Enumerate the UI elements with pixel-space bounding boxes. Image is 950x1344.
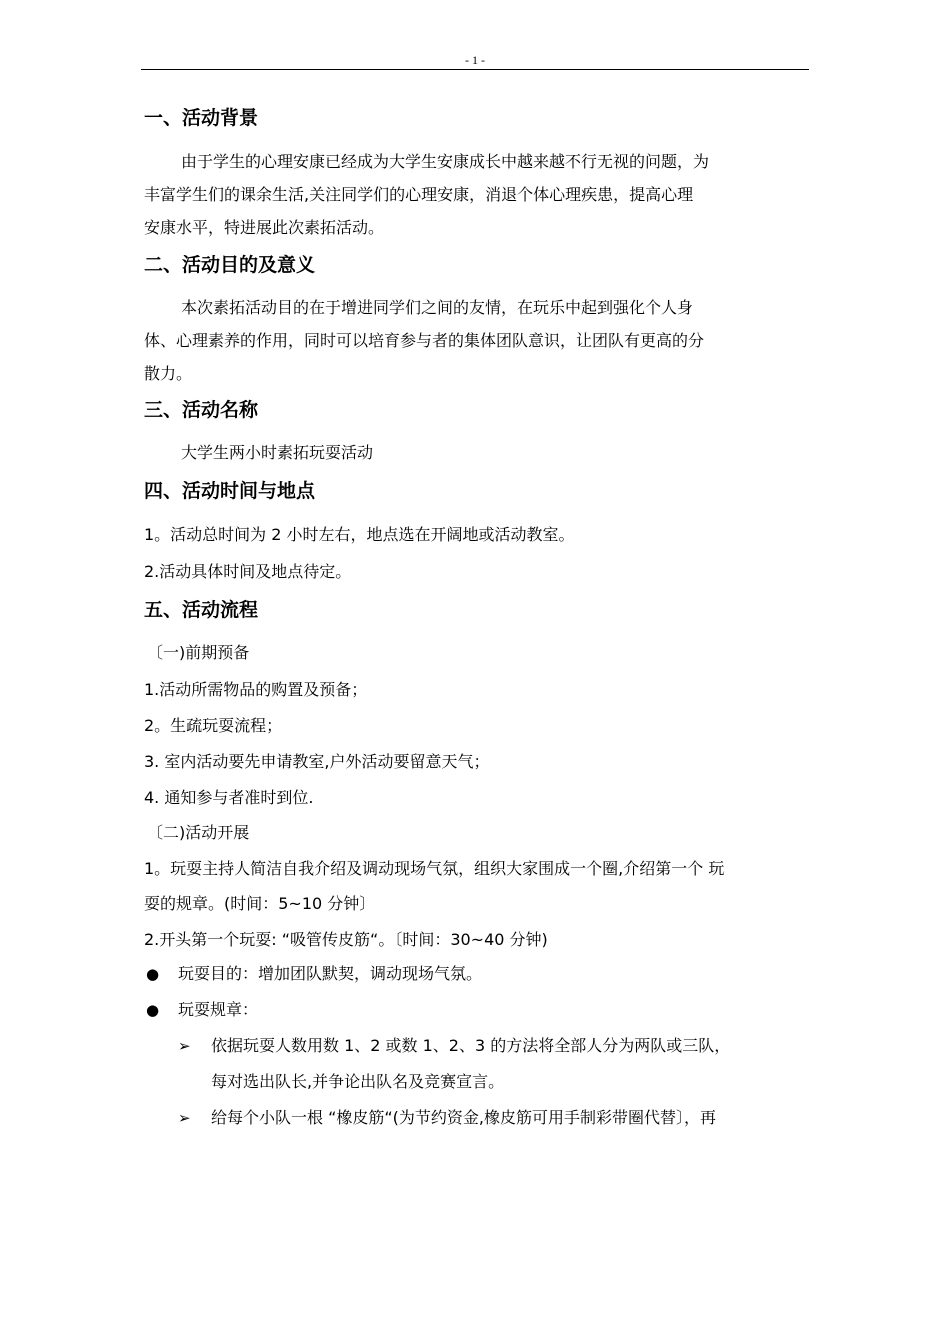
- sub-bullet-item: 每对选出队长,并争论出队名及竞赛宣言。: [211, 1072, 505, 1091]
- list-item: 3. 室内活动要先申请教室,户外活动要留意天气；: [144, 752, 490, 771]
- paragraph-line: 丰富学生们的课余生活,关注同学们的心理安康，消退个体心理疾患，提高心理: [144, 185, 694, 204]
- paragraph-line: 大学生两小时素拓玩耍活动: [181, 443, 374, 462]
- bullet-item: 玩耍规章：: [178, 1000, 259, 1019]
- arrow-bullet-icon: ➢: [178, 1037, 191, 1055]
- header-rule: [141, 69, 809, 70]
- subsection-heading-run: 〔二)活动开展: [147, 823, 250, 842]
- subsection-heading-prep: 〔一)前期预备: [147, 643, 250, 662]
- sub-bullet-item: 依据玩耍人数用数 1、2 或数 1、2、3 的方法将全部人分为两队或三队，: [211, 1036, 731, 1055]
- paragraph-line: 由于学生的心理安康已经成为大学生安康成长中越来越不行无视的问题，为: [181, 152, 710, 171]
- bullet-dot-icon: ●: [146, 1001, 160, 1019]
- list-item: 4. 通知参与者准时到位.: [144, 788, 314, 807]
- section-heading-background: 一、活动背景: [144, 107, 259, 129]
- section-heading-purpose: 二、活动目的及意义: [144, 254, 316, 276]
- section-heading-name: 三、活动名称: [144, 399, 259, 421]
- list-item: 2.开头第一个玩耍: “吸管传皮筋“。〔时间：30~40 分钟): [144, 930, 548, 949]
- arrow-bullet-icon: ➢: [178, 1109, 191, 1127]
- sub-bullet-item: 给每个小队一根 “橡皮筋“(为节约资金,橡皮筋可用手制彩带圈代替〕，再: [211, 1108, 716, 1127]
- list-item: 1。活动总时间为 2 小时左右，地点选在开阔地或活动教室。: [144, 525, 575, 544]
- paragraph-line: 安康水平，特进展此次素拓活动。: [144, 218, 385, 237]
- section-heading-time-place: 四、活动时间与地点: [144, 480, 316, 502]
- paragraph-line: 散力。: [144, 364, 193, 383]
- list-item: 2.活动具体时间及地点待定。: [144, 562, 352, 581]
- paragraph-line: 体、心理素养的作用，同时可以培育参与者的集体团队意识，让团队有更高的分: [144, 331, 705, 350]
- list-item: 耍的规章。(时间：5~10 分钟〕: [144, 894, 376, 913]
- section-heading-process: 五、活动流程: [144, 599, 259, 621]
- list-item: 1.活动所需物品的购置及预备；: [144, 680, 368, 699]
- bullet-dot-icon: ●: [146, 965, 160, 983]
- list-item: 2。生疏玩耍流程；: [144, 716, 283, 735]
- list-item: 1。玩耍主持人简洁自我介绍及调动现场气氛，组织大家围成一个圈,介绍第一个 玩: [144, 859, 725, 878]
- paragraph-line: 本次素拓活动目的在于增进同学们之间的友情，在玩乐中起到强化个人身: [181, 298, 694, 317]
- page-number: - 1 -: [465, 53, 485, 67]
- bullet-item: 玩耍目的：增加团队默契，调动现场气氛。: [178, 964, 483, 983]
